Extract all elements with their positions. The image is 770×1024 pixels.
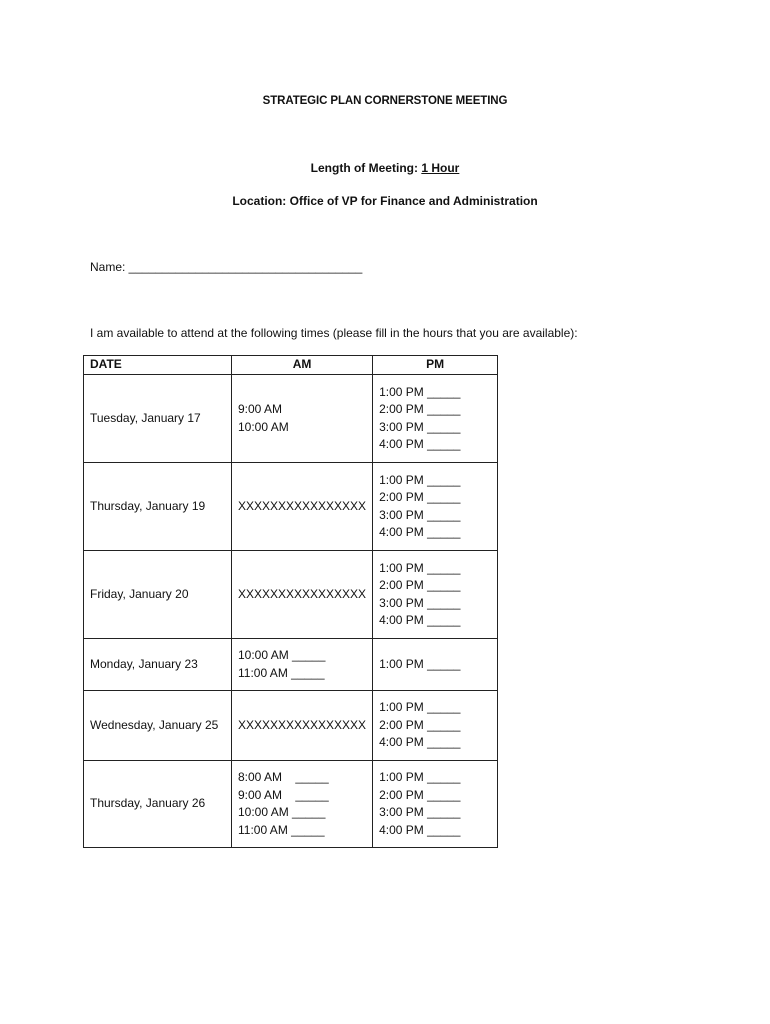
meeting-location [0,194,770,208]
table-row [84,761,498,848]
am-cell [232,691,373,761]
date-cell: Thursday, January 26 [84,761,232,848]
am-cell[interactable] [232,639,373,691]
document-title: STRATEGIC PLAN CORNERSTONE MEETING [262,95,508,107]
meeting-length [0,161,770,175]
pm-slot: 4:00 PM _____ [379,735,461,750]
pm-slot: 1:00 PM _____ [379,384,461,399]
date-cell: Tuesday, January 17 [84,375,232,463]
am-slot: 11:00 AM _____ [238,665,325,680]
am-slot: 11:00 AM _____ [238,822,325,837]
date-cell: Thursday, January 19 [84,463,232,551]
pm-slot: 1:00 PM _____ [379,472,461,487]
am-slot: 9:00 AM _____ [238,787,329,802]
pm-slot: 3:00 PM _____ [379,805,461,819]
pm-slot: 4:00 PM _____ [379,613,461,627]
pm-slot: 2:00 PM _____ [379,578,461,592]
meeting-location-value: Office of VP for Finance and Administration [289,194,538,208]
pm-slot: 3:00 PM _____ [379,595,461,610]
am-slot: XXXXXXXXXXXXXXXX [238,717,367,732]
name-field[interactable]: Name: ___________________________________ [90,260,363,274]
pm-slot: 2:00 PM _____ [379,490,461,504]
pm-cell[interactable] [373,761,498,848]
am-slot: 10:00 AM _____ [238,805,326,819]
am-cell[interactable] [232,375,373,463]
am-slot: 8:00 AM _____ [238,770,329,784]
table-row [84,551,498,639]
table-row [84,463,498,551]
am-column-header: AM [232,356,373,375]
am-cell [232,551,373,639]
am-cell [232,463,373,551]
table-row [84,639,498,691]
pm-slot: 1:00 PM _____ [379,770,461,784]
pm-slot: 4:00 PM _____ [379,437,461,451]
table-header-row [84,356,498,375]
date-cell: Wednesday, January 25 [84,691,232,761]
am-slot: 9:00 AM [238,402,283,416]
date-cell: Monday, January 23 [84,639,232,691]
date-column-header: DATE [84,356,232,375]
pm-cell[interactable] [373,639,498,691]
pm-slot: 1:00 PM _____ [379,560,461,575]
pm-cell[interactable] [373,463,498,551]
pm-slot: 2:00 PM _____ [379,717,461,732]
am-slot: XXXXXXXXXXXXXXXX [238,498,367,513]
pm-cell[interactable] [373,691,498,761]
pm-slot: 4:00 PM _____ [379,822,461,837]
pm-slot: 3:00 PM _____ [379,419,461,434]
table-row [84,691,498,761]
date-cell: Friday, January 20 [84,551,232,639]
pm-slot: 2:00 PM _____ [379,402,461,416]
meeting-length-label: Length of Meeting: [310,161,418,175]
am-cell[interactable] [232,761,373,848]
pm-column-header: PM [373,356,498,375]
availability-instructions: I am available to attend at the following times (please fill in the hours that you are available): [90,326,578,340]
pm-slot: 2:00 PM _____ [379,787,461,802]
pm-slot: 3:00 PM _____ [379,507,461,522]
am-slot: XXXXXXXXXXXXXXXX [238,586,367,601]
meeting-length-value: 1 Hour [421,161,460,175]
pm-slot: 4:00 PM _____ [379,525,461,539]
pm-cell[interactable] [373,375,498,463]
availability-table [83,355,498,848]
am-slot: 10:00 AM _____ [238,648,326,662]
am-slot: 10:00 AM [238,419,289,434]
meeting-location-label: Location: [232,194,287,208]
table-row [84,375,498,463]
pm-slot: 1:00 PM _____ [379,700,461,715]
pm-cell[interactable] [373,551,498,639]
pm-slot: 1:00 PM _____ [379,656,461,671]
